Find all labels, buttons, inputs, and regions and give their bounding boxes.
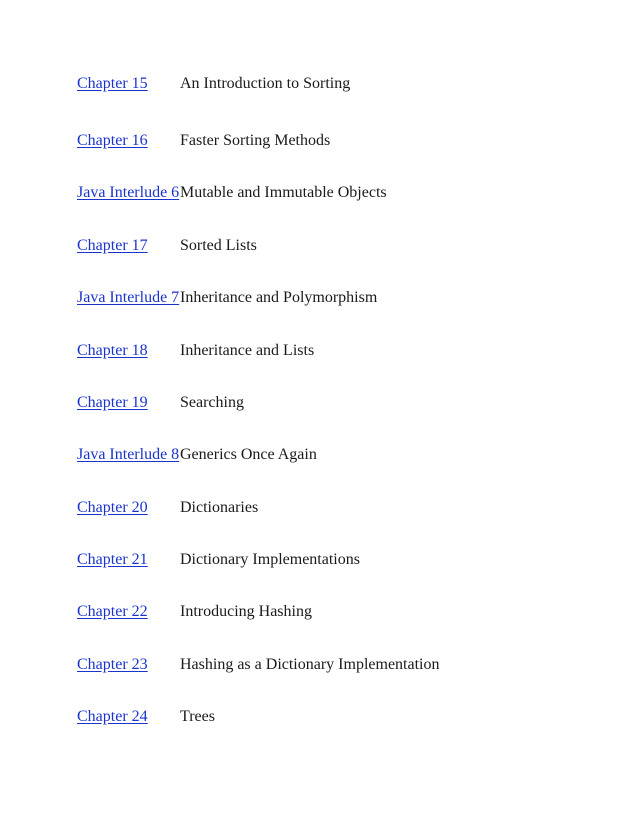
chapter-link[interactable]: Chapter 18 — [77, 342, 148, 359]
chapter-link[interactable]: Chapter 15 — [77, 75, 148, 92]
chapter-title: Dictionaries — [180, 499, 259, 516]
interlude-link[interactable]: Java Interlude 8 — [77, 446, 180, 463]
interlude-link[interactable]: Java Interlude 6 — [77, 184, 180, 201]
chapter-link[interactable]: Chapter 17 — [77, 237, 148, 254]
chapter-link[interactable]: Chapter 16 — [77, 132, 148, 149]
chapter-link[interactable]: Chapter 21 — [77, 551, 148, 568]
chapter-link[interactable]: Chapter 20 — [77, 499, 148, 516]
chapter-title: Generics Once Again — [180, 446, 317, 463]
chapter-title: Searching — [180, 394, 244, 411]
chapter-title: Hashing as a Dictionary Implementation — [180, 656, 440, 673]
chapter-title: Sorted Lists — [180, 237, 257, 254]
chapter-link[interactable]: Chapter 23 — [77, 656, 148, 673]
chapter-title: Dictionary Implementations — [180, 551, 360, 568]
chapter-title: An Introduction to Sorting — [180, 75, 351, 92]
chapter-link[interactable]: Chapter 24 — [77, 708, 148, 725]
chapter-title: Trees — [180, 708, 215, 725]
interlude-link[interactable]: Java Interlude 7 — [77, 289, 180, 306]
chapter-link[interactable]: Chapter 22 — [77, 603, 148, 620]
chapter-title: Inheritance and Lists — [180, 342, 315, 359]
chapter-title: Faster Sorting Methods — [180, 132, 331, 149]
chapter-title: Mutable and Immutable Objects — [180, 184, 387, 201]
chapter-title: Introducing Hashing — [180, 603, 312, 620]
chapter-link[interactable]: Chapter 19 — [77, 394, 148, 411]
chapter-title: Inheritance and Polymorphism — [180, 289, 378, 306]
